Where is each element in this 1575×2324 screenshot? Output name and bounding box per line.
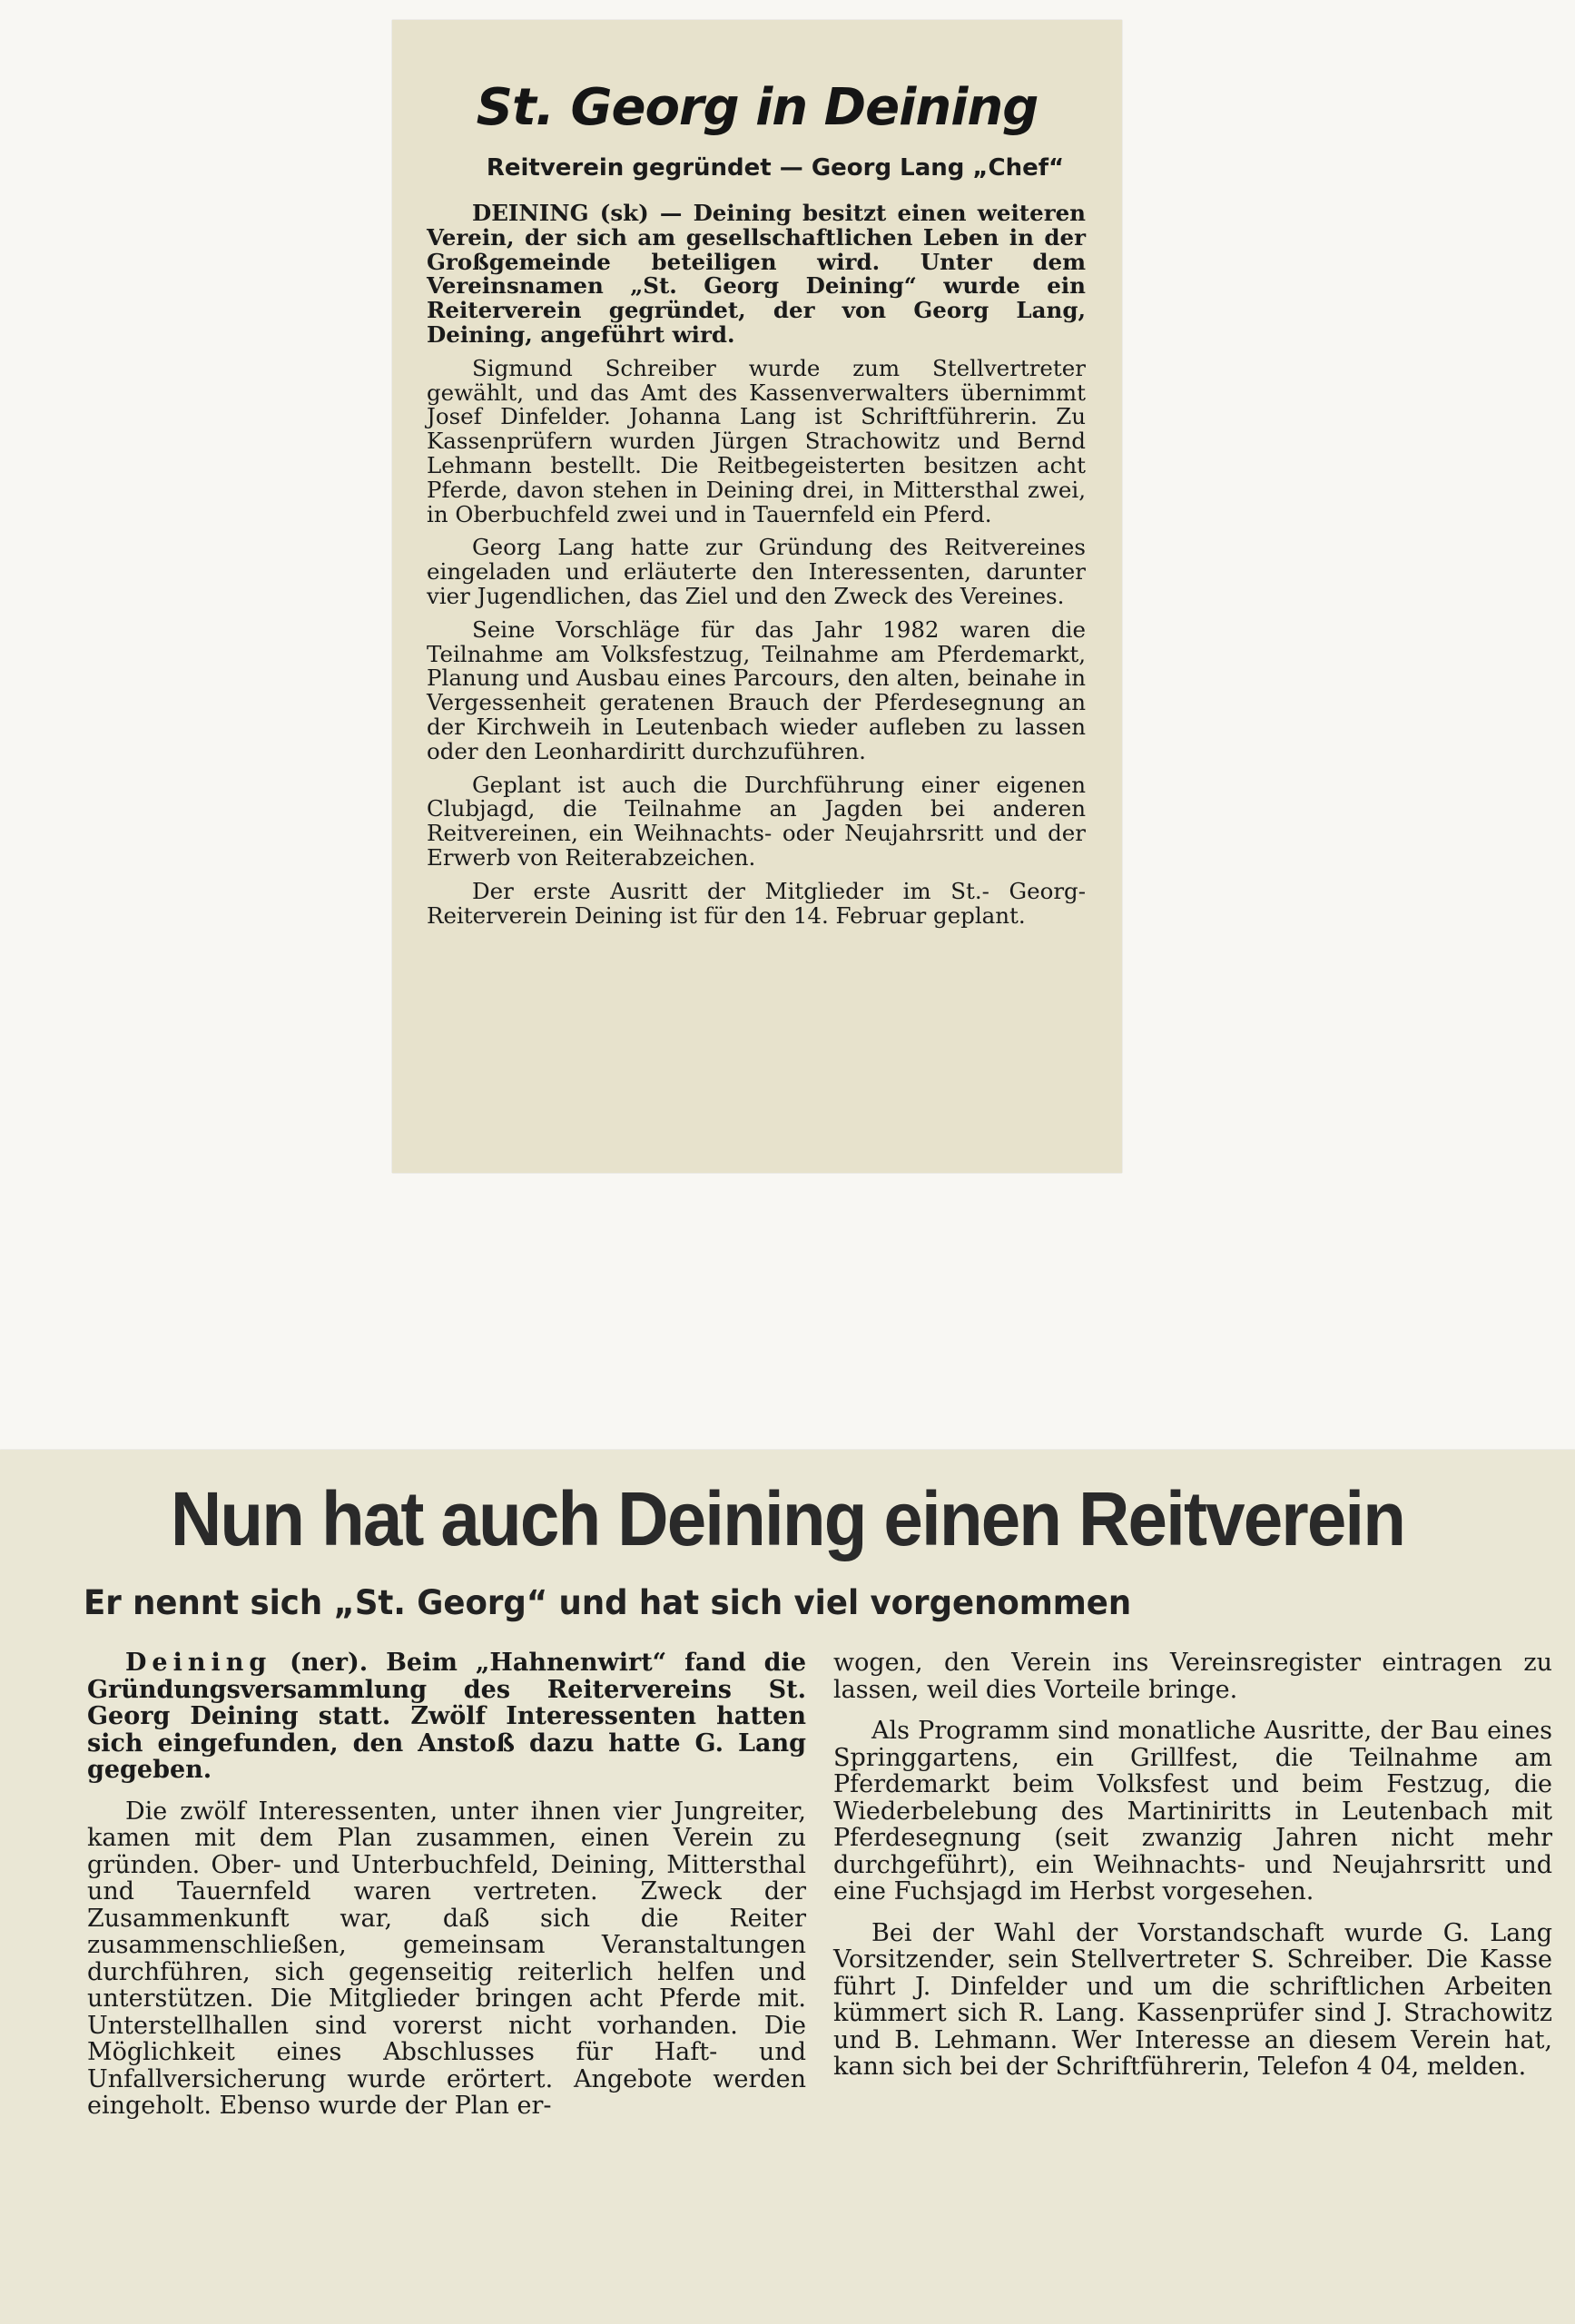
newspaper-clipping-2 [0, 1450, 1575, 2324]
article-2-subheadline: Er nennt sich „St. Georg“ und hat sich viel vorgenommen [84, 1583, 1132, 1622]
article-2-lead-paragraph [87, 1649, 806, 1784]
article-2-paragraph: Als Programm sind monatliche Ausritte, der Bau eines Springgartens, ein Grillfest, die Teilnahme am Pferdemarkt beim Volksfest und beim Festzug, die Wiederbelebung des Martiniritts in Leutenbach mit Pferdesegnung (seit zwanzig Jahren nicht mehr durchgeführt), ein Weihnachts- und Neujahrsritt und eine Fuchsjagd im Herbst vorgesehen. [833, 1717, 1552, 1905]
article-2-paragraph: Die zwölf Interessenten, unter ihnen vier Jungreiter, kamen mit dem Plan zusammen, einen Verein zu gründen. Ober- und Unterbuchfeld, Deining, Mittersthal und Tauernfeld waren vertreten. Zweck der Zusammenkunft war, daß sich die Reiter zusammenschließen, gemeinsam Veranstaltungen durchführen, sich gegenseitig reiterlich helfen und unterstützen. Die Mitglieder bringen acht Pferde mit. Unterstellhallen sind vorerst nicht vorhanden. Die Möglichkeit eines Abschlusses für Haft- und Unfallversicherung wurde erörtert. Angebote werden eingeholt. Ebenso wurde der Plan er- [87, 1797, 806, 2120]
article-2-dateline: Deining [125, 1649, 272, 1677]
article-1-paragraph: Georg Lang hatte zur Gründung des Reitvereines eingeladen und erläuterte den Interessenten, darunter vier Jugendlichen, das Ziel und den Zweck des Vereines. [427, 534, 1086, 609]
article-2-right-column [833, 1649, 1552, 2095]
article-1-subheadline: Reitverein gegründet — Georg Lang „Chef“ [486, 154, 1065, 182]
article-2-headline: Nun hat auch Deining einen Reitverein [170, 1476, 1405, 1561]
article-1-paragraph: Geplant ist auch die Durchführung einer eigenen Clubjagd, die Teilnahme an Jagden bei anderen Reitvereinen, ein Weihnachts- oder Neujahrsritt und der Erwerb von Reiterabzeichen. [427, 771, 1086, 871]
article-2-paragraph-continued: wogen, den Verein ins Vereinsregister eintragen zu lassen, weil dies Vorteile bringe. [833, 1649, 1552, 1704]
article-2-lead-text: (ner). Beim „Hahnenwirt“ fand die Gründungsversammlung des Reitervereins St. Georg Deining statt. Zwölf Interessenten hatten sich eingefunden, den Anstoß dazu hatte G. Lang gegeben. [87, 1649, 806, 1784]
newspaper-clipping-1 [392, 20, 1122, 1173]
article-2-paragraph: Bei der Wahl der Vorstandschaft wurde G. Lang Vorsitzender, sein Stellvertreter S. Schreiber. Die Kasse führt J. Dinfelder und um die schriftlichen Arbeiten kümmert sich R. Lang. Kassenprüfer sind J. Strachowitz und B. Lehmann. Wer Interesse an diesem Verein hat, kann sich bei der Schriftführerin, Telefon 4 04, melden. [833, 1918, 1552, 2081]
article-1-body [427, 202, 1086, 937]
article-1-paragraph: Der erste Ausritt der Mitglieder im St.- Georg-Reiterverein Deining ist für den 14. Februar geplant. [427, 877, 1086, 929]
article-1-paragraph: Seine Vorschläge für das Jahr 1982 waren die Teilnahme am Volksfestzug, Teilnahme am Pferdemarkt, Planung und Ausbau eines Parcours, den alten, beinahe in Vergessenheit geratenen Brauch der Pferdesegnung an der Kirchweih in Leutenbach wieder aufleben zu lassen oder den Leonhardiritt durchzuführen. [427, 615, 1086, 764]
article-1-paragraph: Sigmund Schreiber wurde zum Stellvertreter gewählt, und das Amt des Kassenverwalters übernimmt Josef Dinfelder. Johanna Lang ist Schriftführerin. Zu Kassenprüfern wurden Jürgen Strachowitz und Bernd Lehmann bestellt. Die Reitbegeisterten besitzen acht Pferde, davon stehen in Deining drei, in Mittersthal zwei, in Oberbuchfeld zwei und in Tauernfeld ein Pferd. [427, 354, 1086, 527]
article-2-left-column [87, 1649, 806, 2134]
article-1-lead-paragraph: DEINING (sk) — Deining besitzt einen weiteren Verein, der sich am gesellschaftlichen Leben in der Großgemeinde beteiligen wird. Unter dem Vereinsnamen „St. Georg Deining“ wurde ein Reiterverein gegründet, der von Georg Lang, Deining, angeführt wird. [427, 200, 1086, 348]
article-1-headline: St. Georg in Deining [476, 78, 1039, 137]
